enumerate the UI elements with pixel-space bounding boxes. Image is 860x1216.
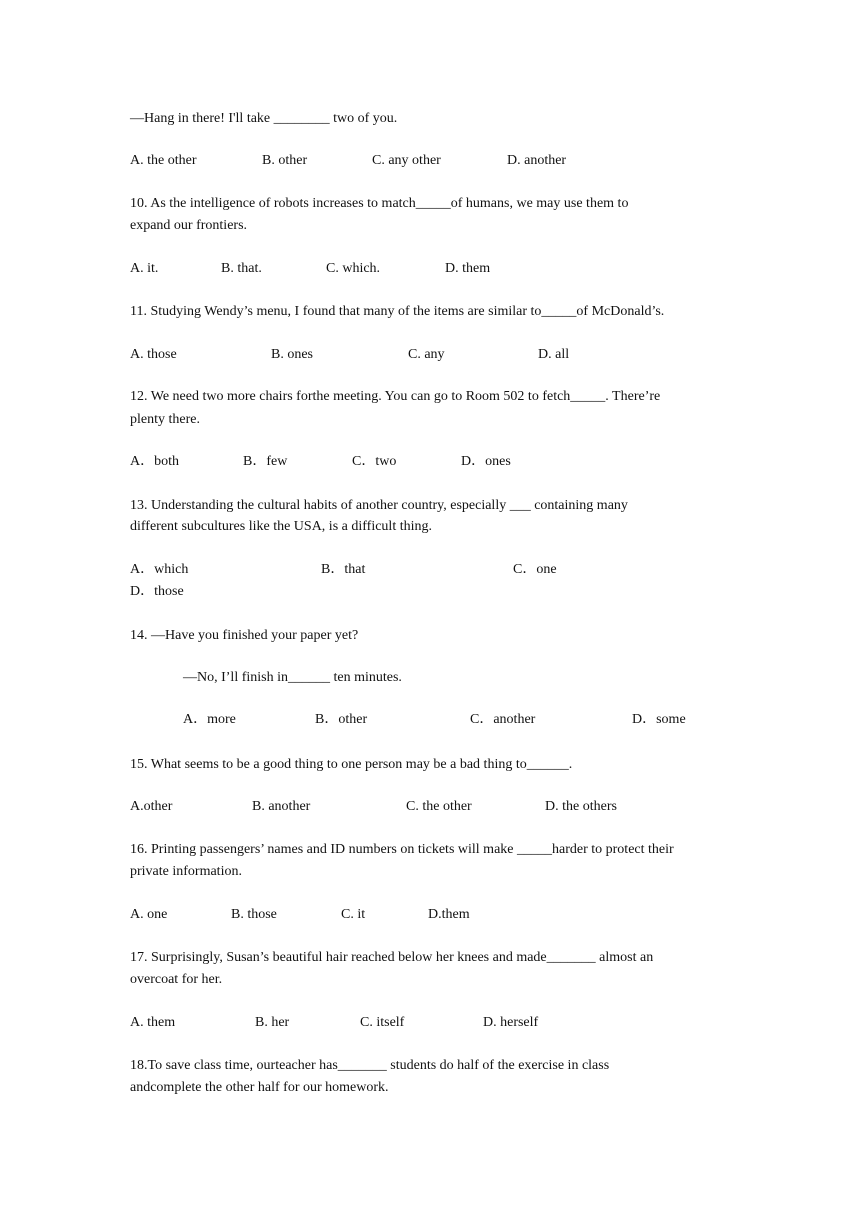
q17-option-b: B. her [255, 1015, 290, 1030]
q14-option-b: B．other [315, 712, 368, 727]
q12-option-a: A．both [130, 454, 179, 469]
q11-text: 11. Studying Wendy’s menu, I found that many of the items are similar to_____of McDonald’s. [130, 304, 665, 319]
q10-option-c: C. which. [326, 261, 381, 276]
q15-text: 15. What seems to be a good thing to one person may be a bad thing to______. [130, 757, 573, 772]
q15-option-d: D. the others [545, 799, 617, 814]
q17-option-a: A. them [130, 1015, 176, 1030]
q17-option-d: D. herself [483, 1015, 539, 1030]
q14-text: 14. —Have you finished your paper yet? [130, 628, 359, 643]
q16-text: 16. Printing passengers’ names and ID numbers on tickets will make _____harder to protect their [130, 842, 674, 857]
q16-option-d: D.them [428, 907, 470, 922]
q14-option-a: A．more [183, 712, 236, 727]
q16-option-b: B. those [231, 907, 277, 922]
q12-option-c: C．two [352, 454, 397, 469]
q17-text: 17. Surprisingly, Susan’s beautiful hair reached below her knees and made_______ almost an [130, 950, 654, 965]
q12-option-b: B．few [243, 454, 288, 469]
q11-option-c: C. any [408, 347, 445, 362]
q14-option-c: C．another [470, 712, 536, 727]
q11-option-d: D. all [538, 347, 570, 362]
q13-option-c: C．one [513, 562, 557, 577]
q18-text: 18.To save class time, ourteacher has_______ students do half of the exercise in class [130, 1058, 610, 1073]
q13-text-cont: different subcultures like the USA, is a difficult thing. [130, 519, 432, 534]
q15-option-c: C. the other [406, 799, 472, 814]
q17-text-cont: overcoat for her. [130, 972, 223, 987]
q13-option-b: B．that [321, 562, 366, 577]
q9-option-a: A. the other [130, 153, 197, 168]
q10-text: 10. As the intelligence of robots increases to match_____of humans, we may use them to [130, 196, 629, 211]
q14-reply: —No, I’ll finish in______ ten minutes. [183, 670, 402, 685]
q12-option-d: D．ones [461, 454, 511, 469]
q12-text-cont: plenty there. [130, 412, 200, 427]
q18-text-cont: andcomplete the other half for our homework. [130, 1080, 389, 1095]
q13-option-a: A．which [130, 562, 189, 577]
q17-option-c: C. itself [360, 1015, 405, 1030]
q11-option-a: A. those [130, 347, 177, 362]
q12-text: 12. We need two more chairs forthe meeting. You can go to Room 502 to fetch_____. There’re [130, 389, 661, 404]
q14-option-d: D．some [632, 712, 686, 727]
q11-option-b: B. ones [271, 347, 313, 362]
q15-option-a: A.other [130, 799, 173, 814]
q15-option-b: B. another [252, 799, 311, 814]
q10-option-b: B. that. [221, 261, 262, 276]
q9-text: —Hang in there! I'll take ________ two of you. [130, 111, 398, 126]
q10-option-d: D. them [445, 261, 491, 276]
q9-option-c: C. any other [372, 153, 441, 168]
q16-text-cont: private information. [130, 864, 242, 879]
q10-option-a: A. it. [130, 261, 159, 276]
q9-option-b: B. other [262, 153, 308, 168]
q13-text: 13. Understanding the cultural habits of another country, especially ___ containing many [130, 498, 628, 513]
q9-option-d: D. another [507, 153, 567, 168]
q16-option-a: A. one [130, 907, 168, 922]
q13-option-d: D．those [130, 584, 184, 599]
q10-text-cont: expand our frontiers. [130, 218, 248, 233]
q16-option-c: C. it [341, 907, 366, 922]
